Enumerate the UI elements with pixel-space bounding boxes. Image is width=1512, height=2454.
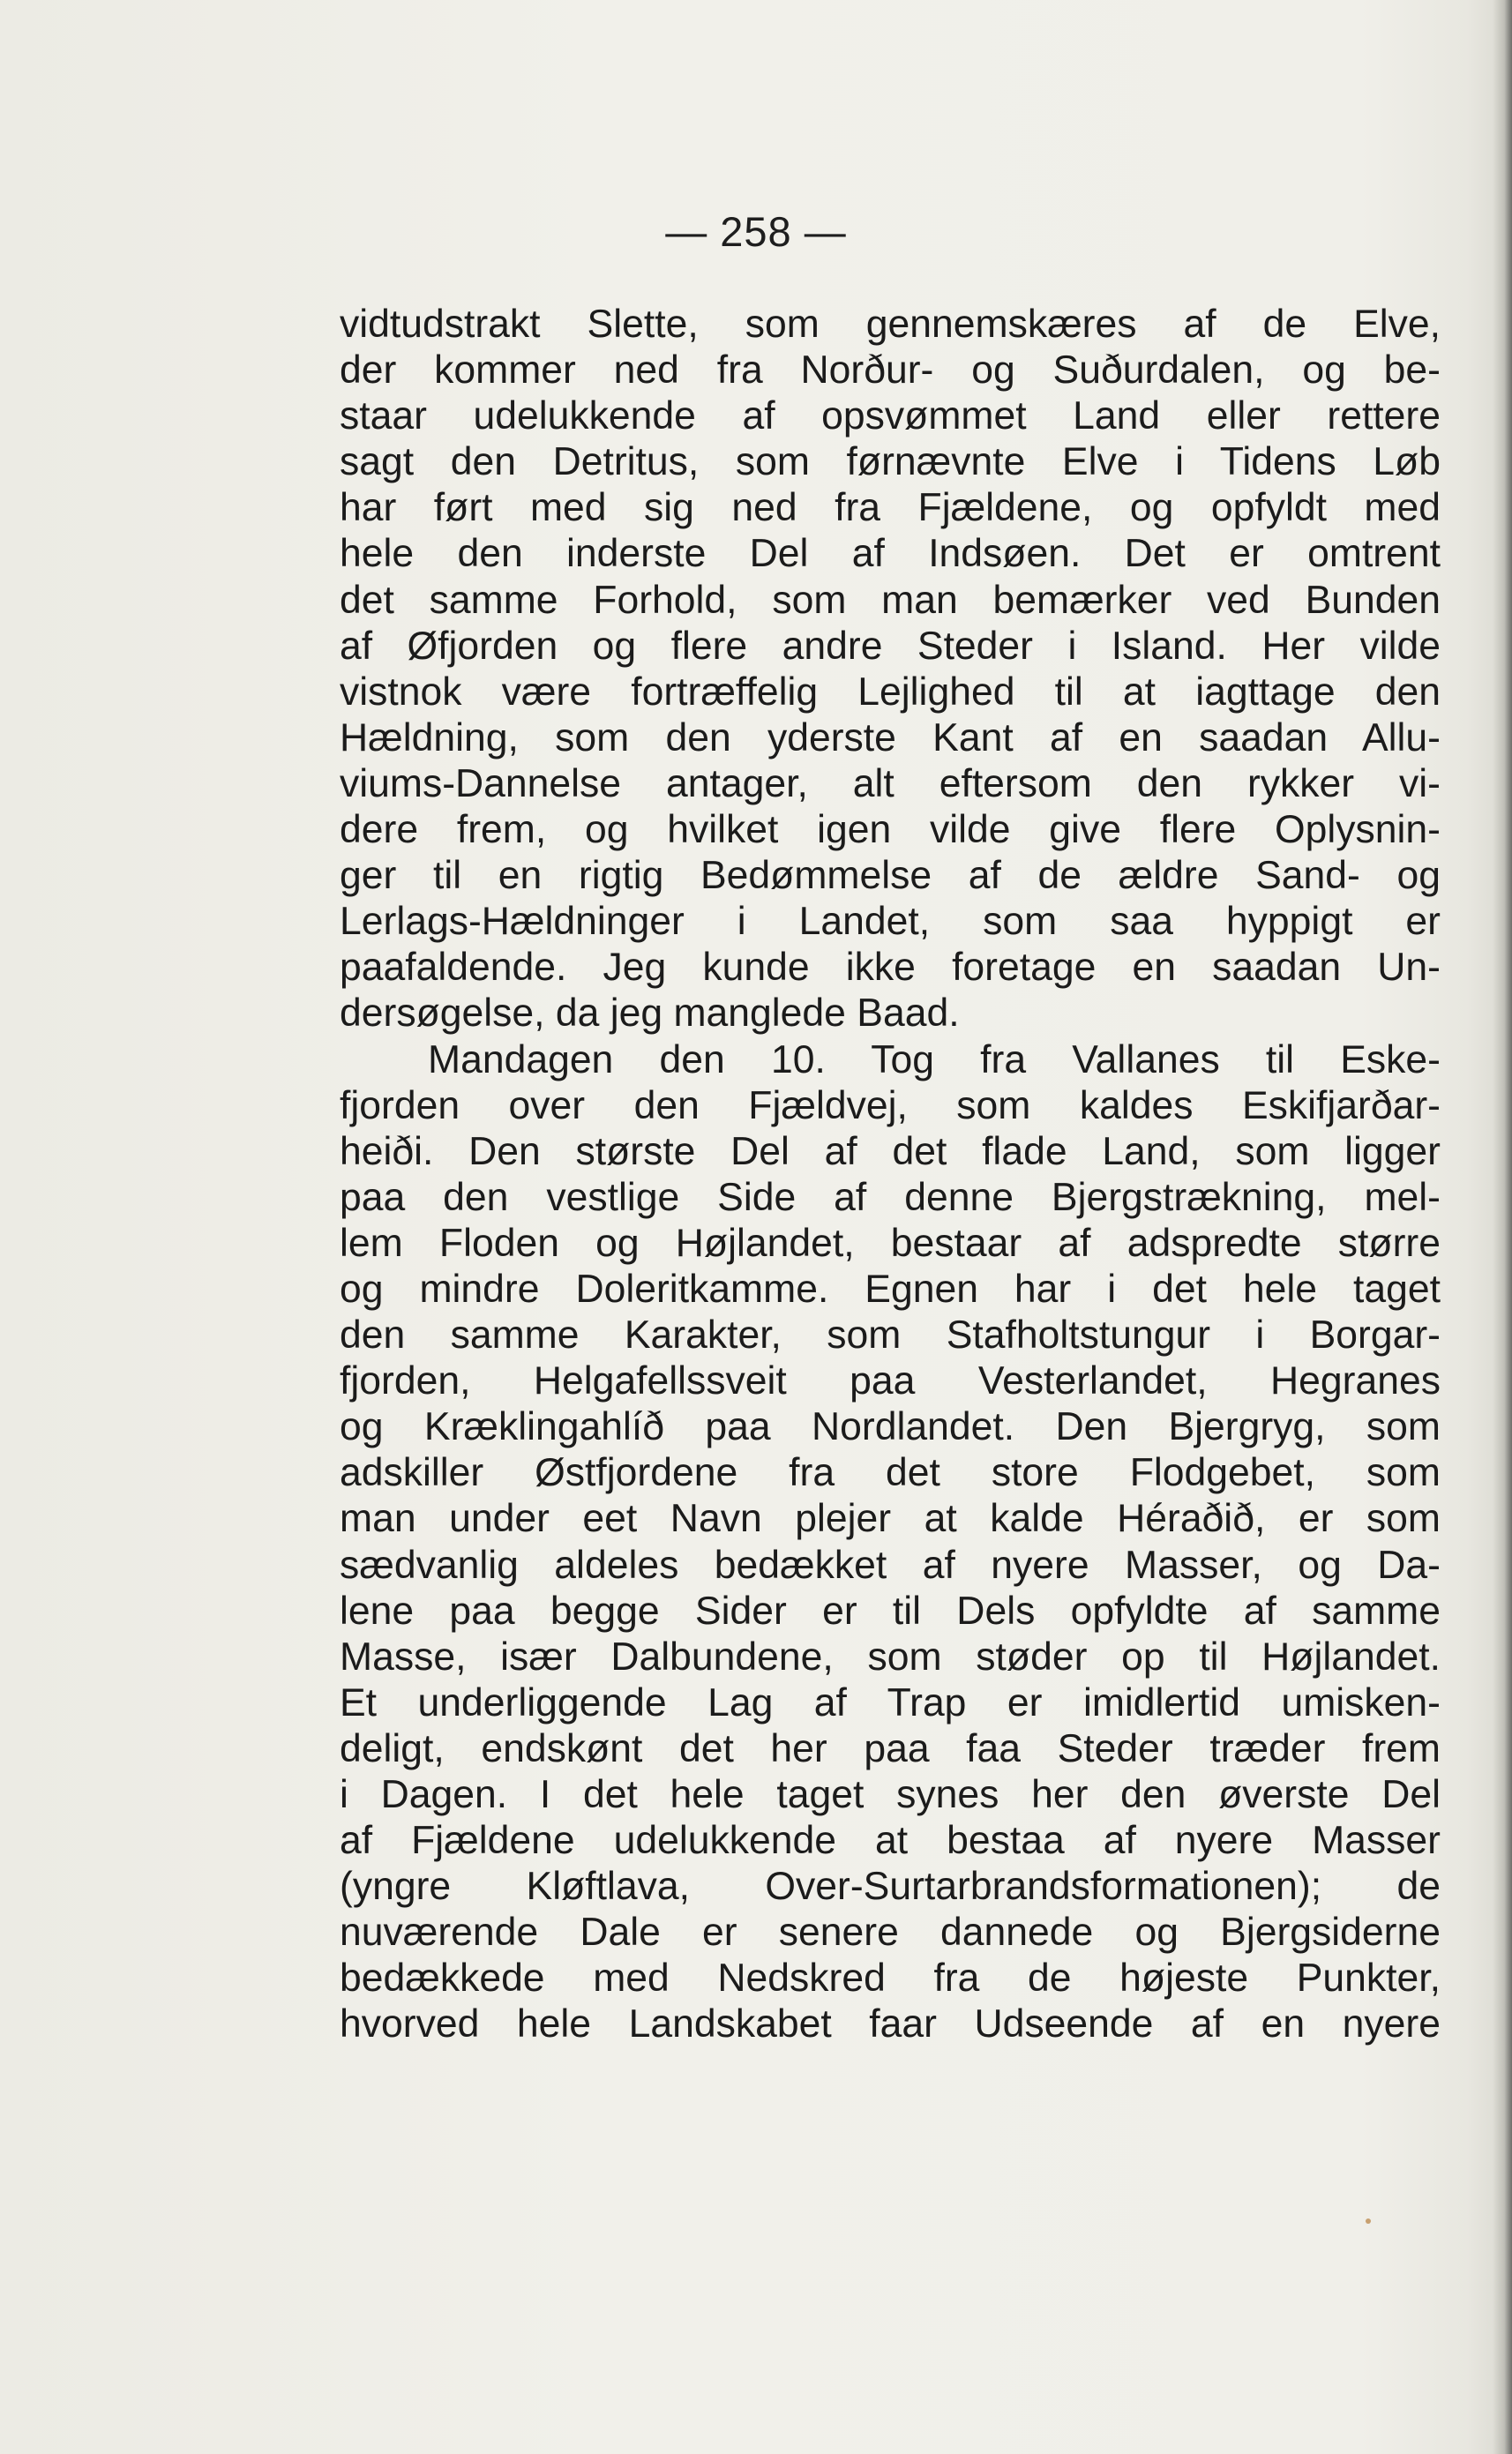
text-line: viums-Dannelse antager, alt eftersom den rykker vi- — [340, 761, 1441, 805]
text-line: nuværende Dale er senere dannede og Bjergsiderne — [340, 1911, 1441, 1955]
text-line: Hældning, som den yderste Kant af en saadan Allu- — [340, 715, 1441, 759]
text-line: Mandagen den 10. Tog fra Vallanes til Eske- — [428, 1037, 1441, 1081]
text-line: den samme Karakter, som Stafholtstungur i Borgar- — [340, 1313, 1441, 1358]
text-line: sædvanlig aldeles bedækket af nyere Masser, og Da- — [340, 1543, 1441, 1587]
text-line: (yngre Kløftlava, Over-Surtarbrandsformationen); de — [340, 1865, 1441, 1909]
text-line: Lerlags-Hældninger i Landet, som saa hyppigt er — [340, 900, 1441, 944]
text-line: deligt, endskønt det her paa faa Steder træder frem — [340, 1726, 1441, 1770]
body-text — [340, 302, 1441, 2048]
page-edge-shadow — [1493, 0, 1512, 2454]
text-line: det samme Forhold, som man bemærker ved Bunden — [340, 578, 1441, 622]
text-line: og mindre Doleritkamme. Egnen har i det hele taget — [340, 1267, 1441, 1311]
text-line: Masse, især Dalbundene, som støder op til Højlandet. — [340, 1635, 1441, 1679]
text-line: der kommer ned fra Norður- og Suðurdalen, og be- — [340, 348, 1441, 393]
text-line: af Øfjorden og flere andre Steder i Island. Her vilde — [340, 624, 1441, 668]
text-line: staar udelukkende af opsvømmet Land eller rettere — [340, 394, 1441, 438]
text-line: dere frem, og hvilket igen vilde give flere Oplysnin- — [340, 808, 1441, 852]
text-line: adskiller Østfjordene fra det store Flodgebet, som — [340, 1451, 1441, 1495]
text-line: og Kræklingahlíð paa Nordlandet. Den Bjergryg, som — [340, 1405, 1441, 1449]
text-line: man under eet Navn plejer at kalde Héraðið, er som — [340, 1497, 1441, 1541]
text-line: har ført med sig ned fra Fjældene, og opfyldt med — [340, 486, 1441, 530]
text-line: hele den inderste Del af Indsøen. Det er omtrent — [340, 532, 1441, 576]
text-line: fjorden, Helgafellssveit paa Vesterlandet, Hegranes — [340, 1359, 1441, 1403]
text-line: lem Floden og Højlandet, bestaar af adspredte større — [340, 1221, 1441, 1265]
text-line: bedækkede med Nedskred fra de højeste Punkter, — [340, 1956, 1441, 2001]
text-line: heiði. Den største Del af det flade Land, som ligger — [340, 1129, 1441, 1173]
text-line: dersøgelse, da jeg manglede Baad. — [340, 991, 960, 1036]
text-line: af Fjældene udelukkende at bestaa af nyere Masser — [340, 1819, 1441, 1863]
text-line: paafaldende. Jeg kunde ikke foretage en saadan Un- — [340, 946, 1441, 990]
page-number: — 258 — — [665, 208, 847, 255]
text-line: sagt den Detritus, som førnævnte Elve i Tidens Løb — [340, 440, 1441, 484]
text-line: hvorved hele Landskabet faar Udseende af en nyere — [340, 2002, 1441, 2046]
text-line: fjorden over den Fjældvej, som kaldes Eskifjarðar- — [340, 1083, 1441, 1127]
paper-speck — [1366, 2218, 1371, 2224]
text-line: Et underliggende Lag af Trap er imidlertid umisken- — [340, 1680, 1441, 1725]
text-line: lene paa begge Sider er til Dels opfyldte af samme — [340, 1589, 1441, 1633]
text-line: paa den vestlige Side af denne Bjergstrækning, mel- — [340, 1175, 1441, 1219]
text-line: vistnok være fortræffelig Lejlighed til at iagttage den — [340, 670, 1441, 714]
text-line: vidtudstrakt Slette, som gennemskæres af de Elve, — [340, 303, 1441, 346]
text-line: i Dagen. I det hele taget synes her den øverste Del — [340, 1773, 1441, 1816]
text-line: ger til en rigtig Bedømmelse af de ældre Sand- og — [340, 854, 1441, 898]
